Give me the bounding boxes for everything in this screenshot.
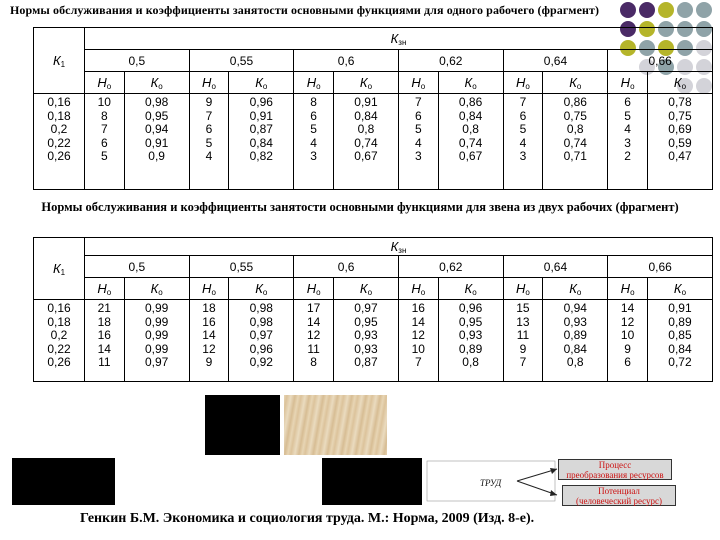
ko-header: $К_о$	[124, 278, 189, 300]
table2-body-row	[34, 300, 713, 382]
norm-values-column: 14 12 10 9 6	[608, 300, 648, 382]
diagram-center-label: ТРУД	[480, 478, 502, 488]
no-header: $Н_о$	[608, 72, 648, 94]
kzn-values-row	[34, 50, 713, 72]
k1-values: 0,16 0,18 0,2 0,22 0,26	[34, 300, 85, 382]
no-ko-header-row	[34, 72, 713, 94]
norm-values-column: 15 13 11 9 7	[503, 300, 543, 382]
ko-header: $К_о$	[543, 278, 608, 300]
kzn-value: 0,66	[608, 50, 713, 72]
kzn-values-row	[34, 256, 713, 278]
k1-header: $К_1$	[34, 238, 85, 300]
source-citation: Генкин Б.М. Экономика и социология труда. М.: Норма, 2009 (Изд. 8-е).	[80, 511, 535, 526]
no-header: $Н_о$	[503, 72, 543, 94]
no-header: $Н_о$	[398, 72, 438, 94]
norms-table-two-worker-team	[33, 237, 713, 382]
no-header: $Н_о$	[503, 278, 543, 300]
ko-header: $К_о$	[647, 278, 712, 300]
kzn-value: 0,5	[85, 50, 190, 72]
no-header: $Н_о$	[608, 278, 648, 300]
norm-values-column: 7 6 5 4 3	[503, 94, 543, 190]
k1-header: $К_1$	[34, 28, 85, 94]
dark-image-block	[12, 458, 115, 505]
norm-values-column: 8 6 5 4 3	[294, 94, 334, 190]
coefficient-values-column: 0,91 0,84 0,8 0,74 0,67	[333, 94, 398, 190]
kzn-value: 0,6	[294, 50, 399, 72]
ko-header: $К_о$	[333, 72, 398, 94]
table1-title: Нормы обслуживания и коэффициенты занятости основными функциями для одного рабочего (фрагмент)	[10, 3, 600, 17]
norm-values-column: 17 14 12 11 8	[294, 300, 334, 382]
potential-box-subtitle: (человеческий ресурс)	[575, 496, 663, 506]
table1-body-row	[34, 94, 713, 190]
no-header: $Н_о$	[398, 278, 438, 300]
norm-values-column: 21 18 16 14 11	[85, 300, 125, 382]
norms-table-single-worker	[33, 27, 713, 190]
ko-header: $К_о$	[438, 278, 503, 300]
potential-box-title: Потенциал	[598, 486, 640, 496]
ko-header: $К_о$	[333, 278, 398, 300]
process-box-title: Процесс	[598, 460, 632, 470]
kzn-header: $К_{зн}$	[85, 238, 713, 256]
no-header: $Н_о$	[85, 278, 125, 300]
potential-box	[562, 485, 676, 506]
process-box-subtitle: преобразования ресурсов	[566, 470, 664, 480]
norm-values-column: 18 16 14 12 9	[189, 300, 229, 382]
no-header: $Н_о$	[189, 278, 229, 300]
table2-title: Нормы обслуживания и коэффициенты занятости основными функциями для звена из двух рабочих (фрагмент)	[41, 200, 679, 214]
norm-values-column: 16 14 12 10 7	[398, 300, 438, 382]
coefficient-values-column: 0,86 0,84 0,8 0,74 0,67	[438, 94, 503, 190]
coefficient-values-column: 0,97 0,95 0,93 0,93 0,87	[333, 300, 398, 382]
ko-header: $К_о$	[543, 72, 608, 94]
kzn-value: 0,64	[503, 50, 608, 72]
ko-header: $К_о$	[229, 278, 294, 300]
norm-values-column: 6 5 4 3 2	[608, 94, 648, 190]
no-header: $Н_о$	[189, 72, 229, 94]
kzn-value: 0,64	[503, 256, 608, 278]
process-box	[558, 459, 672, 480]
kzn-value: 0,55	[189, 50, 294, 72]
kzn-value: 0,66	[608, 256, 713, 278]
dark-image-block	[205, 395, 280, 455]
k1-values: 0,16 0,18 0,2 0,22 0,26	[34, 94, 85, 190]
kzn-value: 0,62	[398, 256, 503, 278]
coefficient-values-column: 0,94 0,93 0,89 0,84 0,8	[543, 300, 608, 382]
ko-header: $К_о$	[438, 72, 503, 94]
ko-header: $К_о$	[647, 72, 712, 94]
kzn-value: 0,5	[85, 256, 190, 278]
coefficient-values-column: 0,91 0,89 0,85 0,84 0,72	[647, 300, 712, 382]
no-header: $Н_о$	[294, 72, 334, 94]
no-header: $Н_о$	[85, 72, 125, 94]
norm-values-column: 7 6 5 4 3	[398, 94, 438, 190]
norm-values-column: 9 7 6 5 4	[189, 94, 229, 190]
ko-header: $К_о$	[124, 72, 189, 94]
ko-header: $К_о$	[229, 72, 294, 94]
kzn-value: 0,55	[189, 256, 294, 278]
wood-texture-image	[284, 395, 387, 455]
kzn-header: $К_{зн}$	[85, 28, 713, 50]
no-header: $Н_о$	[294, 278, 334, 300]
kzn-value: 0,6	[294, 256, 399, 278]
coefficient-values-column: 0,96 0,95 0,93 0,89 0,8	[438, 300, 503, 382]
norm-values-column: 10 8 7 6 5	[85, 94, 125, 190]
kzn-value: 0,62	[398, 50, 503, 72]
dark-image-block	[322, 458, 422, 505]
coefficient-values-column: 0,98 0,98 0,97 0,96 0,92	[229, 300, 294, 382]
no-ko-header-row	[34, 278, 713, 300]
coefficient-values-column: 0,96 0,91 0,87 0,84 0,82	[229, 94, 294, 190]
coefficient-values-column: 0,99 0,99 0,99 0,99 0,97	[124, 300, 189, 382]
coefficient-values-column: 0,98 0,95 0,94 0,91 0,9	[124, 94, 189, 190]
coefficient-values-column: 0,86 0,75 0,8 0,74 0,71	[543, 94, 608, 190]
coefficient-values-column: 0,78 0,75 0,69 0,59 0,47	[647, 94, 712, 190]
